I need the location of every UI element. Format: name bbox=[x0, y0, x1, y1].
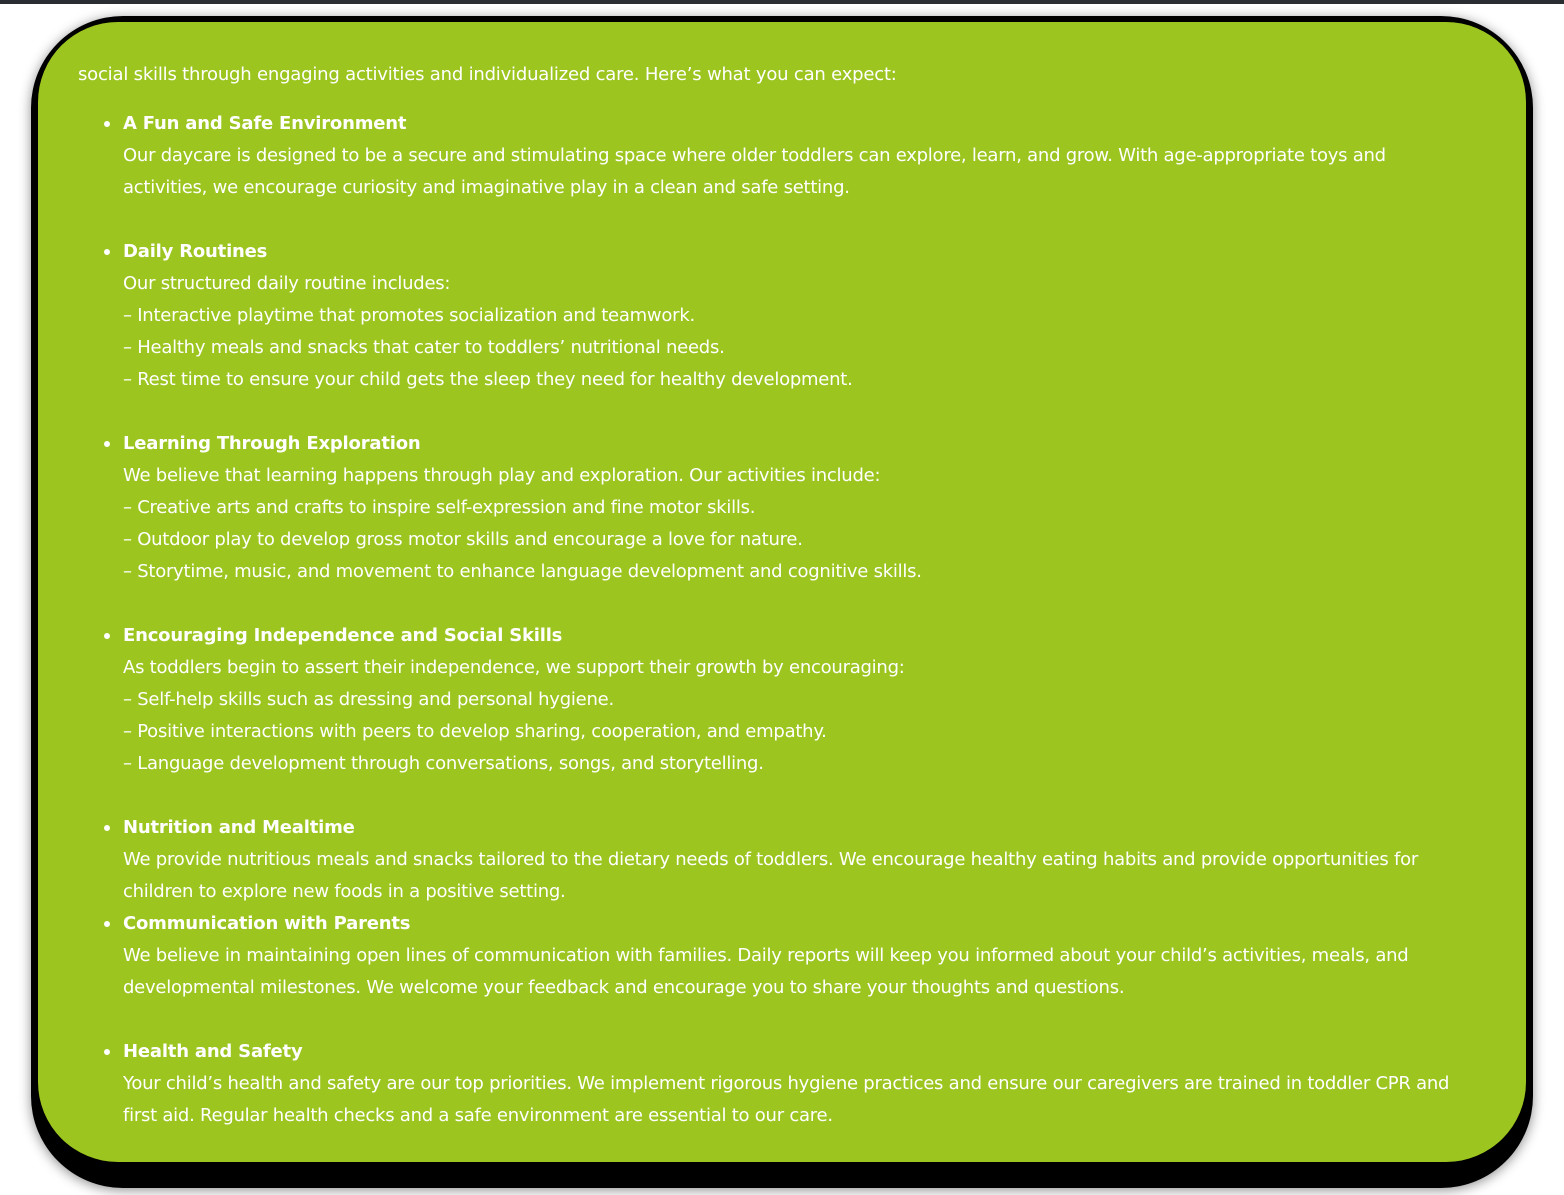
feature-detail-line: – Outdoor play to develop gross motor skills and encourage a love for nature. bbox=[123, 529, 803, 550]
feature-description: As toddlers begin to assert their independence, we support their growth by encouraging: bbox=[123, 657, 905, 678]
feature-detail-line: – Self-help skills such as dressing and personal hygiene. bbox=[123, 689, 614, 710]
feature-detail-line: – Language development through conversations, songs, and storytelling. bbox=[123, 753, 764, 774]
content-card bbox=[38, 22, 1526, 1162]
feature-item bbox=[123, 108, 1456, 204]
bullet-icon bbox=[104, 441, 110, 447]
feature-list bbox=[78, 108, 1456, 1132]
bullet-icon bbox=[104, 121, 110, 127]
feature-description: Our structured daily routine includes: bbox=[123, 273, 451, 294]
feature-item bbox=[123, 428, 1456, 588]
feature-detail-line: – Positive interactions with peers to develop sharing, cooperation, and empathy. bbox=[123, 721, 827, 742]
feature-description: We provide nutritious meals and snacks tailored to the dietary needs of toddlers. We encourage healthy eating habits and provide opportunities for children to explore new foods in a positive setting. bbox=[123, 849, 1419, 902]
feature-description: We believe that learning happens through play and exploration. Our activities include: bbox=[123, 465, 881, 486]
bullet-icon bbox=[104, 921, 110, 927]
feature-title: Daily Routines bbox=[123, 241, 268, 262]
bullet-icon bbox=[104, 1049, 110, 1055]
intro-text: social skills through engaging activities and individualized care. Here’s what you can expect: bbox=[78, 64, 897, 85]
feature-title: Encouraging Independence and Social Skills bbox=[123, 625, 563, 646]
bullet-icon bbox=[104, 633, 110, 639]
feature-detail-line: – Interactive playtime that promotes socialization and teamwork. bbox=[123, 305, 695, 326]
feature-item bbox=[123, 1036, 1456, 1132]
bullet-icon bbox=[104, 825, 110, 831]
feature-title: Nutrition and Mealtime bbox=[123, 817, 355, 838]
feature-title: Communication with Parents bbox=[123, 913, 411, 934]
feature-detail-line: – Storytime, music, and movement to enhance language development and cognitive skills. bbox=[123, 561, 922, 582]
feature-description: Our daycare is designed to be a secure and stimulating space where older toddlers can explore, learn, and grow. With age-appropriate toys and activities, we encourage curiosity and imaginative play in a clean and safe setting. bbox=[123, 145, 1386, 198]
feature-title: A Fun and Safe Environment bbox=[123, 113, 407, 134]
feature-item bbox=[123, 236, 1456, 396]
feature-item bbox=[123, 908, 1456, 1004]
feature-detail-line: – Rest time to ensure your child gets the sleep they need for healthy development. bbox=[123, 369, 853, 390]
bullet-icon bbox=[104, 249, 110, 255]
feature-detail-line: – Creative arts and crafts to inspire self-expression and fine motor skills. bbox=[123, 497, 756, 518]
feature-detail-line: – Healthy meals and snacks that cater to toddlers’ nutritional needs. bbox=[123, 337, 725, 358]
feature-description: We believe in maintaining open lines of communication with families. Daily reports will keep you informed about your child’s activities, meals, and developmental milestones. We welcome your feedback and encourage you to share your thoughts and questions. bbox=[123, 945, 1409, 998]
top-bar bbox=[0, 0, 1564, 4]
feature-title: Learning Through Exploration bbox=[123, 433, 421, 454]
feature-item bbox=[123, 812, 1456, 908]
feature-description: Your child’s health and safety are our top priorities. We implement rigorous hygiene practices and ensure our caregivers are trained in toddler CPR and first aid. Regular health checks and a safe environment are essential to our care. bbox=[123, 1073, 1450, 1126]
feature-title: Health and Safety bbox=[123, 1041, 303, 1062]
feature-item bbox=[123, 620, 1456, 780]
